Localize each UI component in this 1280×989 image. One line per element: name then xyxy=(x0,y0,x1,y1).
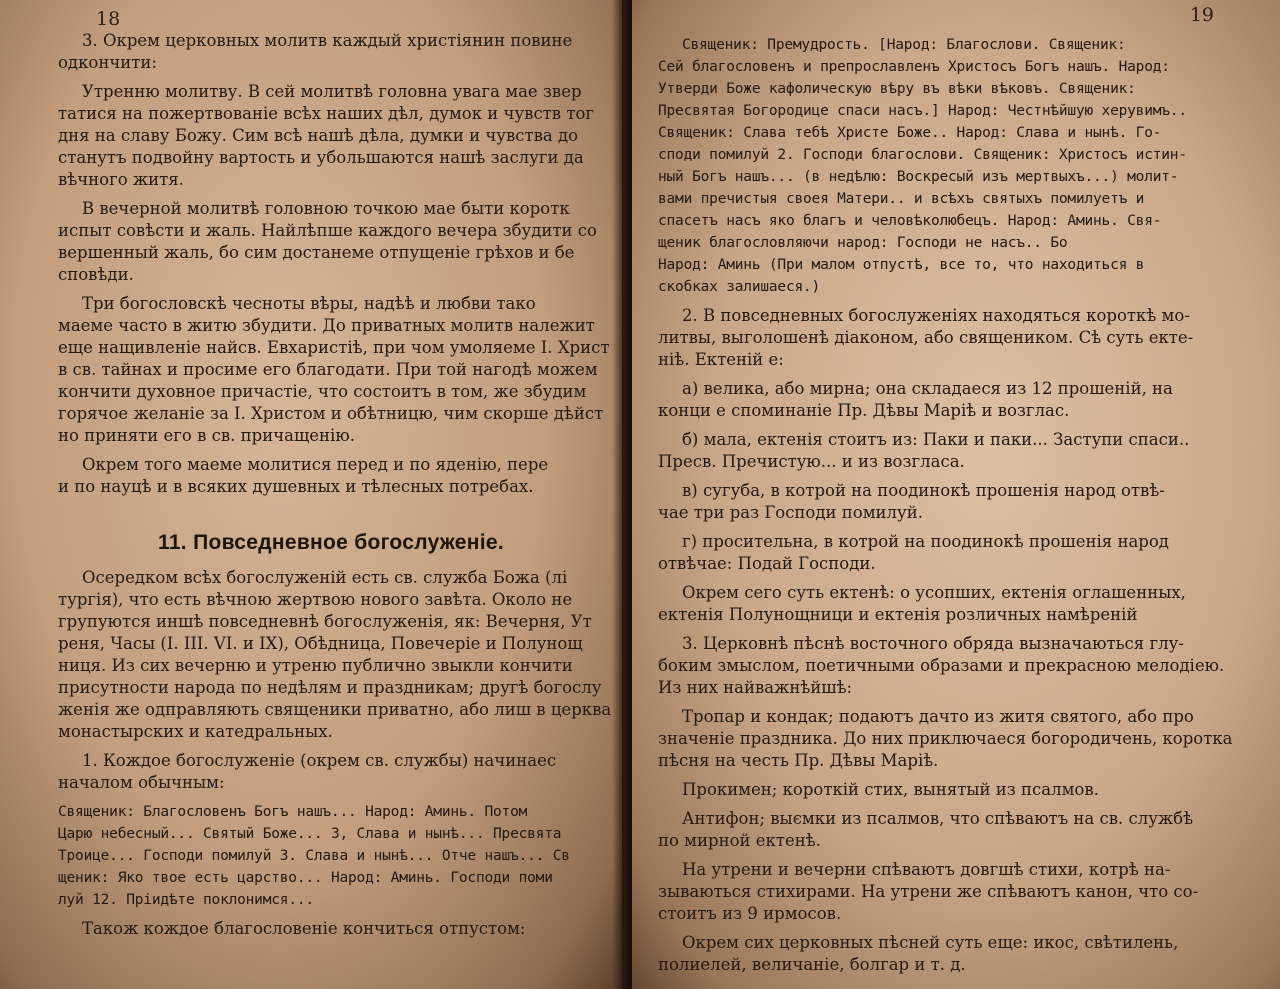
text-line: конци е споминаніе Пр. Дѣвы Маріѣ и возглас. xyxy=(658,401,1070,420)
text-line: вами пречистыя своея Матери.. и всѣхъ святыхъ помилуетъ и xyxy=(658,191,1145,207)
text-line: Також кождое благословеніе кончиться отпустом: xyxy=(82,919,526,938)
paragraph xyxy=(658,633,1262,699)
text-line: боким змыслом, поетичными образами и прекрасною мелодіею. xyxy=(658,656,1225,675)
text-line: б) мала, ектенія стоитъ из: Паки и паки... Заступи спаси.. xyxy=(682,430,1190,449)
text-line: пѣсня на честь Пр. Дѣвы Маріѣ. xyxy=(658,751,939,770)
text-line: стоитъ из 9 ирмосов. xyxy=(658,904,842,923)
text-line: Народ: Аминь (При малом отпустѣ, все то, что находиться в xyxy=(658,257,1145,273)
text-line: Пресвятая Богородице спаси насъ.] Народ: Честнѣйшую херувимъ.. xyxy=(658,103,1187,119)
text-line: Пресв. Пречистую... и из возгласа. xyxy=(658,452,965,471)
text-line: Окрем того маеме молитися перед и по яденію, пере xyxy=(82,455,549,474)
paragraph xyxy=(58,918,618,940)
paragraph xyxy=(658,378,1262,422)
paragraph xyxy=(658,582,1262,626)
text-line: Священик: Слава тебѣ Христе Боже.. Народ: Слава и нынѣ. Го- xyxy=(658,125,1162,141)
text-line: ектенія Полунощници и ектенія розличных намѣреній xyxy=(658,605,1138,624)
text-line: Три богословскѣ чесноты вѣры, надѣѣ и любви тако xyxy=(82,294,536,313)
paragraph xyxy=(658,531,1262,575)
text-line: Прокимен; короткій стих, вынятый из псалмов. xyxy=(682,780,1099,799)
text-line: Сей благословенъ и препрославленъ Христосъ Богъ нашъ. Народ: xyxy=(658,59,1170,75)
text-line: Тропар и кондак; подаютъ дачто из житя святого, або про xyxy=(682,707,1194,726)
text-line: Антифон; выємки из псалмов, что спѣваютъ на св. службѣ xyxy=(682,809,1194,828)
text-line: монастырских и катедральных. xyxy=(58,722,333,741)
text-line: по мирной ектенѣ. xyxy=(658,831,821,850)
text-line: маеме часто в житю збудити. До приватных молитв належит xyxy=(58,316,595,335)
text-line: но приняти его в св. причащенію. xyxy=(58,426,355,445)
paragraph xyxy=(58,801,618,911)
text-line: дня на славу Божу. Сим всѣ нашѣ дѣла, думки и чувства до xyxy=(58,126,579,145)
text-line: испыт совѣсти и жаль. Найлѣпше каждого вечера збудити со xyxy=(58,221,597,240)
paragraph xyxy=(658,779,1262,801)
text-line: тургія), что есть вѣчною жертвою нового завѣта. Около не xyxy=(58,590,573,609)
text-line: реня, Часы (І. ІІІ. VІ. и ІХ), Обѣдница, Повечеріе и Полунощ xyxy=(58,634,583,653)
text-line: в) сугуба, в котрой на поодинокѣ прошенія народ отвѣ- xyxy=(682,481,1165,500)
paragraph xyxy=(58,293,618,447)
text-line: кончити духовное причастіе, что состоитъ в том, же збудим xyxy=(58,382,587,401)
right-page-body xyxy=(658,34,1262,983)
paragraph xyxy=(58,81,618,191)
paragraph xyxy=(658,932,1262,976)
right-page xyxy=(632,0,1280,989)
text-line: групуются иншѣ повседневнѣ богослуженія, як: Вечерня, Ут xyxy=(58,612,592,631)
text-line: ниця. Из сих вечерню и утреню публично звыкли кончити xyxy=(58,656,573,675)
paragraph xyxy=(58,30,618,74)
text-line: Окрем сих церковных пѣсней суть еще: икос, свѣтилень, xyxy=(682,933,1179,952)
text-line: сповѣди. xyxy=(58,265,134,284)
left-page-body-top xyxy=(58,30,622,505)
text-line: Окрем сего суть ектенѣ: о усопших, ектенія оглашенных, xyxy=(682,583,1186,602)
text-line: Утверди Боже кафолическую вѣру въ вѣки вѣковъ. Священик: xyxy=(658,81,1136,97)
paragraph xyxy=(658,305,1262,371)
page-number-left: 18 xyxy=(96,8,121,30)
paragraph xyxy=(658,859,1262,925)
paragraph xyxy=(58,750,618,794)
text-line: скобках залишаеся.) xyxy=(658,279,821,295)
text-line: щеник: Яко твое есть царство... Народ: Аминь. Господи поми xyxy=(58,870,553,886)
text-line: еще нащивленіе найсв. Евхаристіѣ, при чом умоляеме І. Христ xyxy=(58,338,610,357)
text-line: щеник благословляючи народ: Господи не насъ.. Бо xyxy=(658,235,1068,251)
paragraph xyxy=(58,454,618,498)
text-line: Троице... Господи помилуй 3. Слава и нынѣ... Отче нашъ... Св xyxy=(58,848,570,864)
text-line: одкончити: xyxy=(58,53,157,72)
text-line: значеніе праздника. До них приключаеся богородичень, коротка xyxy=(658,729,1233,748)
paragraph xyxy=(658,429,1262,473)
text-line: началом обычным: xyxy=(58,773,225,792)
text-line: зываються стихирами. На утрени же спѣваютъ канон, что со- xyxy=(658,882,1199,901)
text-line: Священик: Премудрость. [Народ: Благослови. Священик: xyxy=(682,37,1126,53)
text-line: Осередком всѣх богослуженій есть св. служба Божа (лі xyxy=(82,568,568,587)
text-line: присутности народа по недѣлям и праздникам; другѣ богослу xyxy=(58,678,602,697)
paragraph xyxy=(58,567,618,743)
text-line: станутъ подвойну вартость и убольшаются нашѣ заслуги да xyxy=(58,148,584,167)
text-line: отвѣчае: Подай Господи. xyxy=(658,554,876,573)
text-line: женія же одправляють священики приватно, або лиш в церква xyxy=(58,700,612,719)
left-page-body-bottom xyxy=(58,567,622,947)
text-line: луй 12. Пріидѣте поклонимся... xyxy=(58,892,314,908)
text-line: Утренню молитву. В сей молитвѣ головна увага мае звер xyxy=(82,82,582,101)
text-line: и по науцѣ и в всяких душевных и тѣлесных потребах. xyxy=(58,477,534,496)
text-line: 2. В повседневных богослуженіях находяться короткѣ мо- xyxy=(682,306,1190,325)
paragraph xyxy=(58,198,618,286)
text-line: в св. тайнах и просиме его благодати. При той нагодѣ можем xyxy=(58,360,598,379)
text-line: Священик: Благословенъ Богъ нашъ... Народ: Аминь. Потом xyxy=(58,804,528,820)
text-line: В вечерной молитвѣ головною точкою мае быти коротк xyxy=(82,199,570,218)
text-line: споди помилуй 2. Господи благослови. Священик: Христосъ истин- xyxy=(658,147,1187,163)
text-line: г) просительна, в котрой на поодинокѣ прошенія народ xyxy=(682,532,1169,551)
text-line: татися на пожертвованіе всѣх наших дѣл, думок и чувств тог xyxy=(58,104,595,123)
text-line: вѣчного житя. xyxy=(58,170,184,189)
text-line: вершенный жаль, бо сим достанеме отпущеніе грѣхов и бе xyxy=(58,243,575,262)
text-line: На утрени и вечерни спѣваютъ довгшѣ стихи, котрѣ на- xyxy=(682,860,1171,879)
text-line: ніѣ. Ектеній е: xyxy=(658,350,784,369)
text-line: Царю небесный... Святый Боже... 3, Слава и нынѣ... Пресвята xyxy=(58,826,562,842)
left-page xyxy=(0,0,622,989)
text-line: а) велика, або мирна; она складаеся из 12 прошеній, на xyxy=(682,379,1173,398)
text-line: полиелей, величаніе, болгар и т. д. xyxy=(658,955,966,974)
paragraph xyxy=(658,480,1262,524)
text-line: 1. Кождое богослуженіе (окрем св. службы) начинаес xyxy=(82,751,557,770)
text-line: горячое желаніе за І. Христом и обѣтницю, чим скорше дѣйст xyxy=(58,404,604,423)
text-line: 3. Церковнѣ пѣснѣ восточного обряда вызначаються глу- xyxy=(682,634,1184,653)
paragraph xyxy=(658,706,1262,772)
paragraph xyxy=(658,34,1262,298)
page-number-right: 19 xyxy=(1189,4,1214,26)
text-line: спасетъ насъ яко благъ и человѣколюбецъ. Народ: Аминь. Свя- xyxy=(658,213,1162,229)
text-line: чае три раз Господи помилуй. xyxy=(658,503,923,522)
text-line: ный Богъ нашъ... (в недѣлю: Воскресый изъ мертвыхъ...) молит- xyxy=(658,169,1179,185)
paragraph xyxy=(658,808,1262,852)
text-line: 3. Окрем церковных молитв каждый христіянин повине xyxy=(82,31,573,50)
text-line: литвы, выголошенѣ діаконом, або священиком. Сѣ суть екте- xyxy=(658,328,1194,347)
section-heading: 11. Повседневное богослуженіе. xyxy=(158,531,504,554)
text-line: Из них найважнѣйшѣ: xyxy=(658,678,853,697)
